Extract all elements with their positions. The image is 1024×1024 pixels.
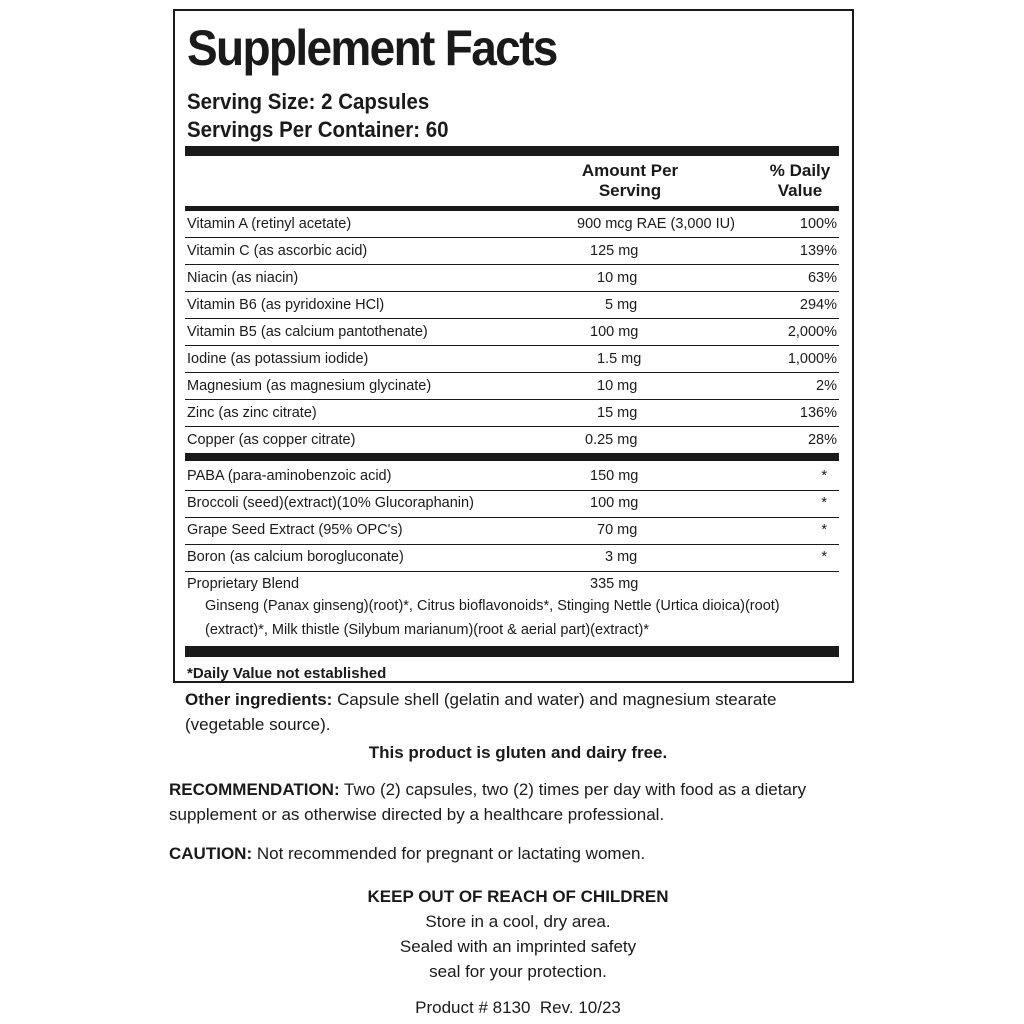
gluten-dairy-statement: This product is gluten and dairy free. xyxy=(368,743,668,762)
keep-out-warning: KEEP OUT OF REACH OF CHILDREN xyxy=(367,887,669,906)
facts-title: Supplement Facts xyxy=(187,20,557,76)
storage-line-1: Store in a cool, dry area. xyxy=(425,912,611,931)
row-amount: 100 mg xyxy=(590,324,639,340)
row-amount: 70 mg xyxy=(597,522,638,538)
row-dv: 63% xyxy=(807,270,837,286)
thick-divider-top xyxy=(185,146,839,156)
row-amount: 900 mcg RAE (3,000 IU) xyxy=(577,216,735,232)
table-row xyxy=(187,267,837,289)
table-row xyxy=(187,465,837,487)
row-name: Niacin (as niacin) xyxy=(187,270,299,286)
other-ingredients-text: Capsule shell (gelatin and water) and magnesium stearate (vegetable source). xyxy=(185,690,777,734)
storage-line-3: seal for your protection. xyxy=(429,962,607,981)
row-divider xyxy=(185,345,839,346)
row-name: Boron (as calcium borogluconate) xyxy=(187,549,404,565)
row-dv: 2,000% xyxy=(787,324,837,340)
table-row xyxy=(187,402,837,424)
row-amount: 100 mg xyxy=(590,495,639,511)
row-name: Magnesium (as magnesium glycinate) xyxy=(187,378,432,394)
row-amount: 150 mg xyxy=(590,468,639,484)
col-dv-header-line1: % Daily xyxy=(769,161,831,180)
row-dv: 136% xyxy=(799,405,837,421)
row-divider xyxy=(185,571,839,572)
recommendation-label: RECOMMENDATION: xyxy=(169,780,340,799)
row-name: Grape Seed Extract (95% OPC's) xyxy=(187,522,403,538)
thick-divider-bottom xyxy=(185,646,839,657)
col-amount-header xyxy=(570,161,690,201)
table-row xyxy=(187,573,837,595)
row-dv: 139% xyxy=(799,243,837,259)
table-row xyxy=(187,519,837,541)
other-ingredients xyxy=(185,687,825,737)
row-divider xyxy=(185,291,839,292)
row-dv: 294% xyxy=(799,297,837,313)
row-dv: 1,000% xyxy=(787,351,837,367)
col-amount-header-line1: Amount Per xyxy=(581,161,679,180)
row-dv: 100% xyxy=(799,216,837,232)
row-divider xyxy=(185,490,839,491)
table-row xyxy=(187,321,837,343)
row-name: Iodine (as potassium iodide) xyxy=(187,351,369,367)
other-ingredients-label: Other ingredients: xyxy=(185,690,333,709)
row-name: Zinc (as zinc citrate) xyxy=(187,405,317,421)
col-dv-header xyxy=(750,161,850,201)
row-amount: 335 mg xyxy=(590,576,639,592)
product-number: Product # 8130 Rev. 10/23 xyxy=(415,998,621,1017)
row-name: PABA (para-aminobenzoic acid) xyxy=(187,468,392,484)
row-amount: 10 mg xyxy=(597,378,638,394)
recommendation-text: Two (2) capsules, two (2) times per day with food as a dietary supplement or as otherwise directed by a healthcare professional. xyxy=(169,780,807,824)
row-divider xyxy=(185,399,839,400)
table-row xyxy=(187,348,837,370)
row-divider xyxy=(185,264,839,265)
row-divider xyxy=(185,372,839,373)
table-row xyxy=(187,240,837,262)
col-amount-header-line2: Serving xyxy=(598,181,662,200)
row-amount: 15 mg xyxy=(597,405,638,421)
daily-value-footnote: *Daily Value not established xyxy=(187,665,387,682)
caution-label: CAUTION: xyxy=(169,844,253,863)
thick-divider-middle xyxy=(185,453,839,461)
row-dv: * xyxy=(821,522,827,538)
storage-block xyxy=(300,884,736,984)
proprietary-blend-description: Ginseng (Panax ginseng)(root)*, Citrus bioflavonoids*, Stinging Nettle (Urtica dioica)(root)(extract)*, Milk thistle (Silybum marianum)(root & aerial part)(extract)* xyxy=(205,598,780,638)
row-name: Vitamin B6 (as pyridoxine HCl) xyxy=(187,297,385,313)
row-amount: 10 mg xyxy=(597,270,638,286)
medium-divider xyxy=(185,206,839,211)
row-divider xyxy=(185,237,839,238)
row-dv: 2% xyxy=(816,378,837,394)
servings-per-container: Servings Per Container: 60 xyxy=(187,117,449,142)
row-name: Vitamin A (retinyl acetate) xyxy=(187,216,352,232)
row-amount: 5 mg xyxy=(605,297,638,313)
row-divider xyxy=(185,426,839,427)
table-row xyxy=(187,546,837,568)
table-row xyxy=(187,492,837,514)
table-row xyxy=(187,213,837,235)
row-dv: * xyxy=(821,549,827,565)
caution-text: Not recommended for pregnant or lactating women. xyxy=(252,844,646,863)
row-dv: 28% xyxy=(807,432,837,448)
serving-size: Serving Size: 2 Capsules xyxy=(187,89,430,114)
storage-line-2: Sealed with an imprinted safety xyxy=(399,937,637,956)
row-name: Vitamin B5 (as calcium pantothenate) xyxy=(187,324,428,340)
row-name: Proprietary Blend xyxy=(187,576,300,592)
recommendation xyxy=(169,777,849,827)
row-divider xyxy=(185,318,839,319)
row-amount: 0.25 mg xyxy=(585,432,638,448)
col-dv-header-line2: Value xyxy=(777,181,823,200)
row-divider xyxy=(185,544,839,545)
row-name: Broccoli (seed)(extract)(10% Glucoraphanin) xyxy=(187,495,474,511)
row-amount: 125 mg xyxy=(590,243,639,259)
supplement-facts-panel xyxy=(173,9,854,683)
row-amount: 1.5 mg xyxy=(597,351,642,367)
row-divider xyxy=(185,517,839,518)
table-row xyxy=(187,429,837,451)
table-row xyxy=(187,375,837,397)
table-row xyxy=(187,294,837,316)
caution xyxy=(169,841,849,866)
row-name: Vitamin C (as ascorbic acid) xyxy=(187,243,368,259)
row-amount: 3 mg xyxy=(605,549,638,565)
row-dv: * xyxy=(821,495,827,511)
row-dv: * xyxy=(821,468,827,484)
row-name: Copper (as copper citrate) xyxy=(187,432,356,448)
